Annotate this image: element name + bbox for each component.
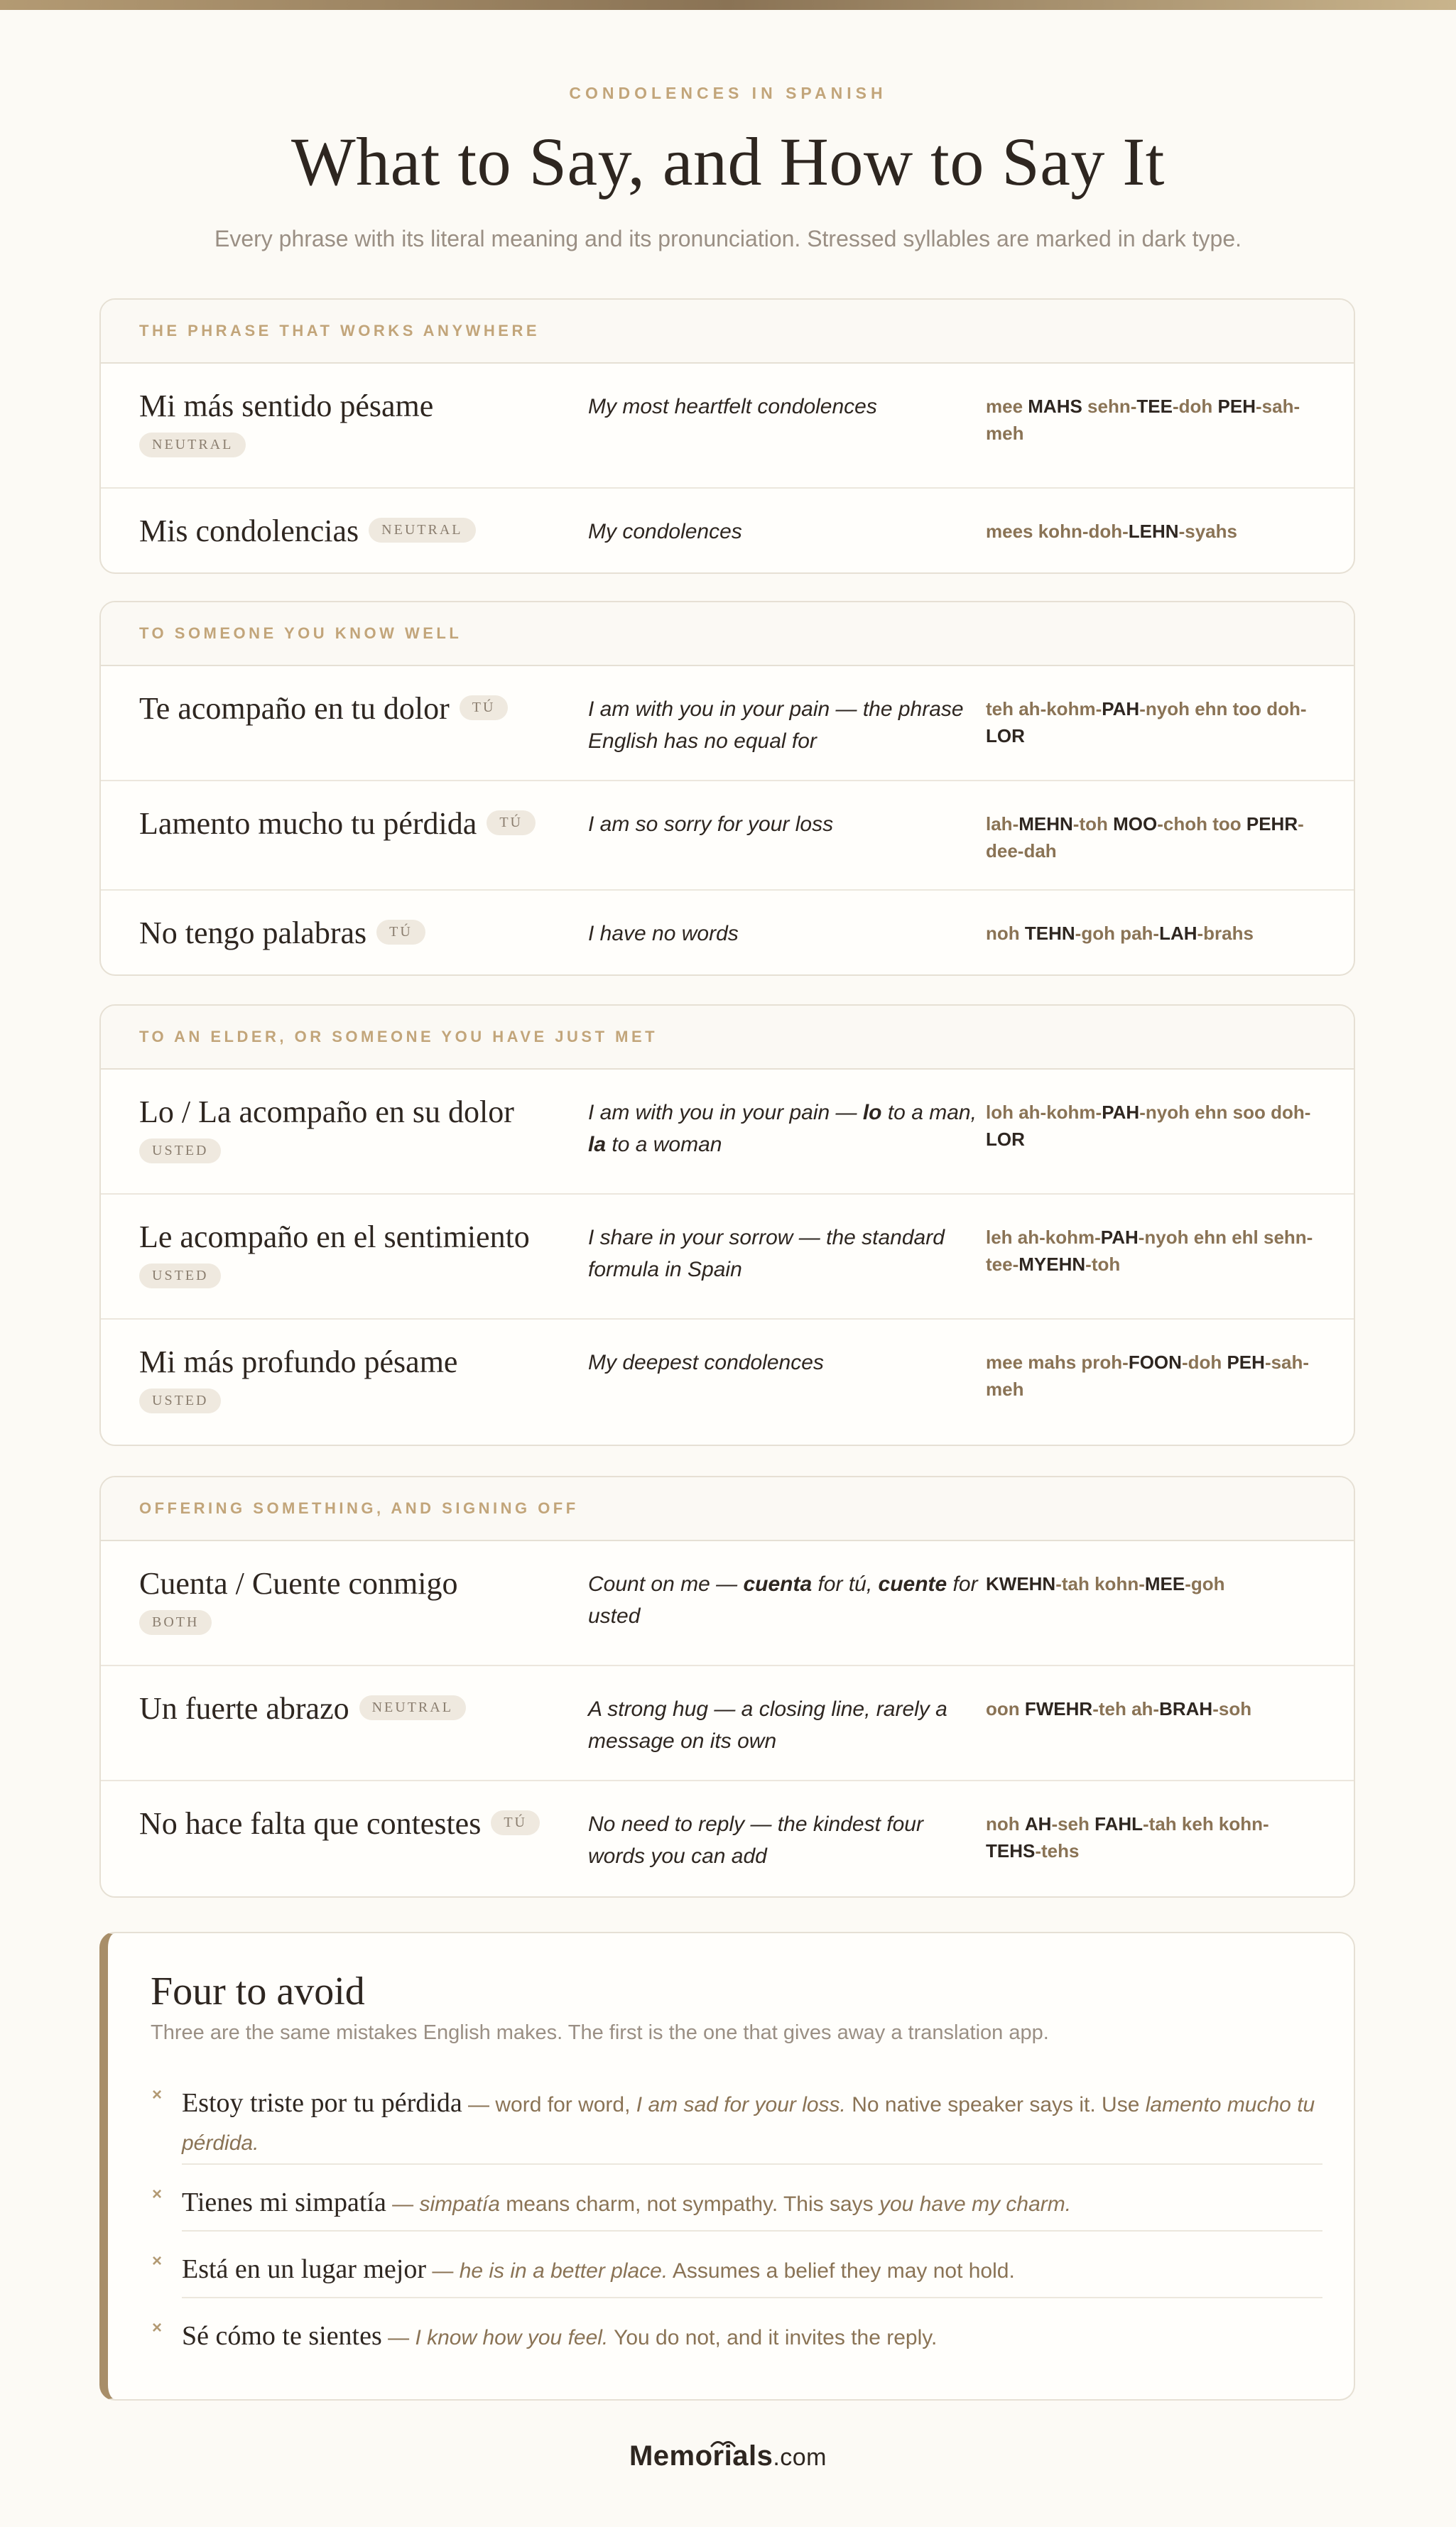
syllable: leh ah-kohm-: [986, 1227, 1101, 1248]
cross-icon: ×: [152, 2185, 163, 2204]
syllable: -nyoh ehn soo doh-: [1139, 1102, 1311, 1123]
phrase-row: [101, 364, 1354, 489]
card-heading: [101, 300, 1354, 364]
meaning-part: to a woman: [606, 1133, 722, 1156]
stressed-syllable: MYEHN: [1018, 1253, 1086, 1275]
avoid-explanation: No native speaker says it. Use: [845, 2093, 1146, 2116]
register-badge: TÚ: [491, 1810, 540, 1835]
meaning-part: for tú,: [812, 1572, 879, 1596]
stressed-syllable: LOR: [986, 724, 1025, 746]
pronunciation: [986, 696, 1320, 749]
syllable: -sah-meh: [986, 1352, 1310, 1400]
register-badge: USTED: [139, 1389, 221, 1413]
syllable: -soh: [1212, 1698, 1252, 1719]
syllable: -choh too: [1157, 813, 1246, 835]
avoid-explanation: Assumes a belief they may not hold.: [668, 2259, 1015, 2283]
syllable: -tah kohn-: [1055, 1573, 1145, 1594]
card-heading: [101, 1006, 1354, 1070]
register-badge: NEUTRAL: [369, 518, 475, 543]
card-heading: [101, 1477, 1354, 1541]
pronunciation: [986, 393, 1320, 447]
spanish-phrase: [139, 1341, 580, 1413]
avoid-divider: [182, 2163, 1322, 2165]
stressed-syllable: TEE: [1136, 396, 1173, 417]
syllable: -nyoh ehn ehl sehn-tee-: [986, 1227, 1313, 1275]
spanish-phrase: [139, 803, 580, 844]
syllable: -toh: [1072, 813, 1114, 835]
pronunciation: [986, 518, 1320, 545]
avoid-explanation: —: [426, 2259, 460, 2283]
meaning-part: cuente: [878, 1572, 947, 1596]
phrase-row: [101, 781, 1354, 891]
pronunciation: [986, 1811, 1320, 1864]
stressed-syllable: BRAH: [1159, 1698, 1213, 1719]
bird-logo-icon: [710, 2438, 736, 2449]
avoid-explanation: lamento mucho tu pérdida.: [182, 2093, 1315, 2155]
syllable: -tah keh kohn-: [1143, 1813, 1269, 1835]
phrase-card: [99, 601, 1355, 976]
meaning-part: I have no words: [588, 922, 739, 945]
avoid-item: [151, 2247, 1322, 2292]
spanish-phrase: [139, 688, 580, 729]
syllable: -brahs: [1197, 923, 1254, 944]
pronunciation: [986, 1349, 1320, 1403]
syllable: noh: [986, 1813, 1025, 1835]
syllable: oon: [986, 1698, 1025, 1719]
syllable: -goh pah-: [1075, 923, 1160, 944]
meaning-part: My condolences: [588, 520, 742, 543]
spanish-phrase: [139, 1803, 580, 1844]
register-badge: USTED: [139, 1138, 221, 1163]
syllable: -doh: [1181, 1352, 1227, 1373]
pronunciation: [986, 1224, 1320, 1278]
phrase-row: [101, 489, 1354, 572]
phrase-row: [101, 1070, 1354, 1195]
stressed-syllable: PEH: [1227, 1352, 1265, 1373]
avoid-item: [151, 2314, 1322, 2359]
syllable: -goh: [1185, 1573, 1225, 1594]
register-badge: NEUTRAL: [359, 1695, 466, 1720]
meaning-part: A strong hug — a closing line, rarely a message on its own: [588, 1697, 947, 1753]
syllable: -seh: [1051, 1813, 1095, 1835]
avoid-phrase: Tienes mi simpatía: [182, 2188, 386, 2217]
stressed-syllable: MEHN: [1018, 813, 1073, 835]
phrase-text: Lo / La acompaño en su dolor: [139, 1094, 514, 1129]
avoid-explanation: You do not, and it invites the reply.: [608, 2326, 938, 2349]
spanish-phrase: [139, 912, 580, 954]
phrase-text: Mi más sentido pésame: [139, 388, 434, 423]
pronunciation: [986, 811, 1320, 864]
literal-meaning: [588, 808, 979, 840]
logo-suffix: .com: [773, 2444, 827, 2471]
syllable: teh ah-kohm-: [986, 698, 1102, 719]
phrase-text: No hace falta que contestes: [139, 1806, 482, 1841]
literal-meaning: [588, 693, 979, 757]
card-heading-text: THE PHRASE THAT WORKS ANYWHERE: [139, 322, 540, 339]
phrase-row: [101, 1320, 1354, 1445]
avoid-phrase: Sé cómo te sientes: [182, 2321, 382, 2351]
phrase-text: Lamento mucho tu pérdida: [139, 806, 477, 841]
stressed-syllable: FAHL: [1094, 1813, 1143, 1835]
phrase-row: [101, 666, 1354, 781]
syllable: sehn-: [1082, 396, 1137, 417]
meaning-part: No need to reply — the kindest four words you can add: [588, 1813, 923, 1868]
avoid-title: Four to avoid: [151, 1969, 365, 2014]
stressed-syllable: PAH: [1102, 1102, 1140, 1123]
pronunciation: [986, 1099, 1320, 1153]
stressed-syllable: KWEHN: [986, 1573, 1056, 1594]
stressed-syllable: LOR: [986, 1128, 1025, 1150]
avoid-explanation: I know how you feel.: [415, 2326, 609, 2349]
card-heading-text: TO SOMEONE YOU KNOW WELL: [139, 624, 462, 642]
stressed-syllable: PEH: [1217, 396, 1256, 417]
meaning-part: I am with you in your pain —: [588, 1101, 863, 1124]
phrase-card: [99, 298, 1355, 574]
stressed-syllable: LEHN: [1128, 521, 1179, 542]
avoid-explanation: I am sad for your loss.: [636, 2093, 846, 2116]
meaning-part: I am so sorry for your loss: [588, 813, 834, 836]
pronunciation: [986, 920, 1320, 947]
spanish-phrase: [139, 510, 580, 552]
spanish-phrase: [139, 385, 580, 457]
phrase-text: Mis condolencias: [139, 513, 359, 548]
meaning-part: cuenta: [743, 1572, 813, 1596]
stressed-syllable: TEHN: [1024, 923, 1075, 944]
meaning-part: Count on me —: [588, 1572, 744, 1596]
card-heading-text: TO AN ELDER, OR SOMEONE YOU HAVE JUST MET: [139, 1028, 658, 1045]
literal-meaning: [588, 1222, 979, 1286]
page-eyebrow: CONDOLENCES IN SPANISH: [569, 84, 887, 102]
phrase-text: Mi más profundo pésame: [139, 1344, 458, 1379]
phrase-text: Un fuerte abrazo: [139, 1691, 349, 1726]
phrase-text: Te acompaño en tu dolor: [139, 691, 450, 726]
avoid-explanation: simpatía: [419, 2192, 500, 2216]
logo-brand: Memorials: [629, 2440, 773, 2472]
page-subtitle: Every phrase with its literal meaning and its pronunciation. Stressed syllables are marked in dark type.: [214, 226, 1242, 251]
stressed-syllable: LAH: [1159, 923, 1197, 944]
meaning-part: I share in your sorrow — the standard formula in Spain: [588, 1226, 945, 1281]
cross-icon: ×: [152, 2318, 163, 2337]
cross-icon: ×: [152, 2251, 163, 2271]
pronunciation: [986, 1696, 1320, 1723]
avoid-divider: [182, 2230, 1322, 2232]
phrase-row: [101, 1541, 1354, 1666]
syllable: lah-: [986, 813, 1019, 835]
phrase-card: [99, 1476, 1355, 1898]
avoid-subtitle: Three are the same mistakes English makes. The first is the one that gives away a translation app.: [151, 2021, 1049, 2044]
page-title: What to Say, and How to Say It: [291, 124, 1165, 200]
register-badge: TÚ: [376, 920, 425, 945]
register-badge: TÚ: [460, 695, 509, 720]
avoid-explanation: — word for word,: [462, 2093, 636, 2116]
meaning-part: to a man,: [881, 1101, 977, 1124]
top-accent-bar: [0, 0, 1456, 10]
spanish-phrase: [139, 1563, 580, 1635]
phrase-row: [101, 1195, 1354, 1320]
stressed-syllable: PEHR: [1246, 813, 1298, 835]
meaning-part: My most heartfelt condolences: [588, 395, 877, 418]
spanish-phrase: [139, 1091, 580, 1163]
meaning-part: I am with you in your pain — the phrase English has no equal for: [588, 697, 964, 753]
cross-icon: ×: [152, 2085, 163, 2104]
syllable: loh ah-kohm-: [986, 1102, 1102, 1123]
literal-meaning: [588, 1568, 979, 1632]
avoid-item: [151, 2081, 1322, 2161]
stressed-syllable: FOON: [1128, 1352, 1182, 1373]
avoid-explanation: he is in a better place.: [459, 2259, 668, 2283]
avoid-item: [151, 2180, 1322, 2225]
phrase-card: [99, 1004, 1355, 1446]
stressed-syllable: PAH: [1100, 1227, 1139, 1248]
avoid-card: [99, 1932, 1355, 2401]
syllable: -syahs: [1178, 521, 1237, 542]
literal-meaning: [588, 1693, 979, 1757]
phrase-text: Cuenta / Cuente conmigo: [139, 1566, 458, 1601]
syllable: -nyoh ehn too doh-: [1139, 698, 1307, 719]
stressed-syllable: PAH: [1102, 698, 1140, 719]
register-badge: NEUTRAL: [139, 433, 246, 457]
meaning-part: for usted: [588, 1572, 978, 1628]
register-badge: USTED: [139, 1264, 221, 1288]
stressed-syllable: AH: [1024, 1813, 1052, 1835]
card-heading: [101, 602, 1354, 666]
stressed-syllable: MEE: [1144, 1573, 1185, 1594]
syllable: mees kohn-doh-: [986, 521, 1129, 542]
spanish-phrase: [139, 1216, 580, 1288]
stressed-syllable: MOO: [1113, 813, 1158, 835]
avoid-phrase: Está en un lugar mejor: [182, 2254, 427, 2284]
phrase-row: [101, 891, 1354, 974]
meaning-part: la: [588, 1133, 607, 1156]
literal-meaning: [588, 1808, 979, 1872]
literal-meaning: [588, 391, 979, 423]
stressed-syllable: TEHS: [986, 1839, 1036, 1862]
phrase-row: [101, 1781, 1354, 1896]
avoid-explanation: —: [386, 2192, 420, 2216]
meaning-part: My deepest condolences: [588, 1351, 824, 1374]
meaning-part: lo: [862, 1101, 882, 1124]
card-heading-text: OFFERING SOMETHING, AND SIGNING OFF: [139, 1499, 579, 1517]
phrase-text: No tengo palabras: [139, 915, 367, 950]
pronunciation: [986, 1571, 1320, 1598]
spanish-phrase: [139, 1688, 580, 1729]
literal-meaning: [588, 1347, 979, 1379]
syllable: -teh ah-: [1092, 1698, 1160, 1719]
syllable: -tehs: [1035, 1839, 1080, 1862]
syllable: -toh: [1085, 1253, 1121, 1275]
syllable: mee mahs proh-: [986, 1352, 1129, 1373]
phrase-row: [101, 1666, 1354, 1781]
syllable: -dee-dah: [986, 813, 1304, 862]
syllable: noh: [986, 923, 1025, 944]
avoid-divider: [182, 2297, 1322, 2298]
literal-meaning: [588, 918, 979, 950]
literal-meaning: [588, 516, 979, 548]
phrase-text: Le acompaño en el sentimiento: [139, 1219, 530, 1254]
literal-meaning: [588, 1097, 979, 1161]
syllable: mee: [986, 396, 1028, 417]
syllable: -doh: [1172, 396, 1218, 417]
register-badge: BOTH: [139, 1610, 212, 1635]
stressed-syllable: MAHS: [1028, 396, 1082, 417]
syllable: -sah-meh: [986, 396, 1300, 444]
avoid-explanation: —: [381, 2326, 415, 2349]
register-badge: TÚ: [487, 810, 536, 835]
avoid-phrase: Estoy triste por tu pérdida: [182, 2088, 462, 2118]
avoid-explanation: means charm, not sympathy. This says: [499, 2192, 879, 2216]
avoid-explanation: you have my charm.: [879, 2192, 1072, 2216]
stressed-syllable: FWEHR: [1024, 1698, 1093, 1719]
